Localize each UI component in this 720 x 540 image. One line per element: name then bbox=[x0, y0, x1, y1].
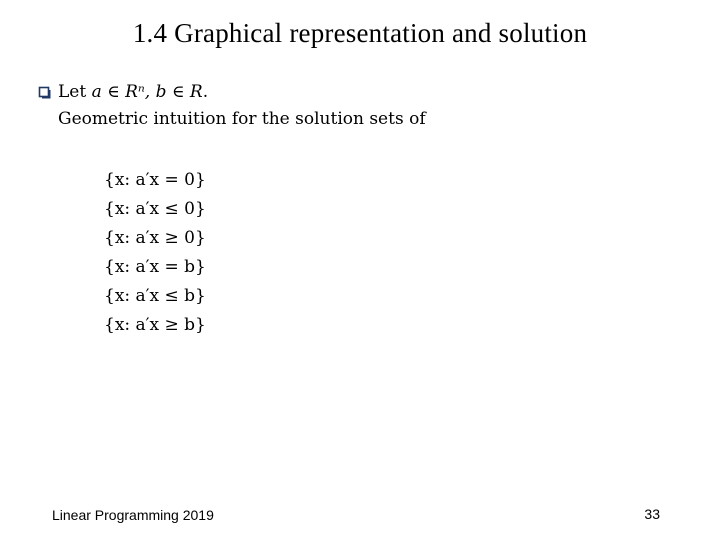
bullet-text bbox=[58, 82, 208, 102]
bullet-trail: . bbox=[202, 82, 209, 102]
bullet-math: a ∈ Rⁿ, b ∈ R bbox=[91, 82, 203, 102]
solution-set-item: {x: a′x = b} bbox=[104, 257, 206, 277]
bullet-lead: Let bbox=[58, 82, 92, 102]
solution-set-item: {x: a′x ≤ b} bbox=[104, 286, 206, 306]
bullet-item bbox=[38, 80, 208, 104]
page-number: 33 bbox=[644, 506, 660, 522]
solution-set-item: {x: a′x ≥ b} bbox=[104, 315, 206, 335]
footer-course: Linear Programming 2019 bbox=[52, 507, 214, 523]
solution-set-list bbox=[104, 166, 206, 340]
solution-set-item: {x: a′x = 0} bbox=[104, 170, 206, 190]
square-bullet-icon bbox=[38, 86, 51, 99]
solution-set-item: {x: a′x ≥ 0} bbox=[104, 228, 206, 248]
solution-set-item: {x: a′x ≤ 0} bbox=[104, 199, 206, 219]
slide-title: 1.4 Graphical representation and solution bbox=[132, 18, 588, 48]
intro-text: Geometric intuition for the solution sets of bbox=[58, 109, 426, 129]
